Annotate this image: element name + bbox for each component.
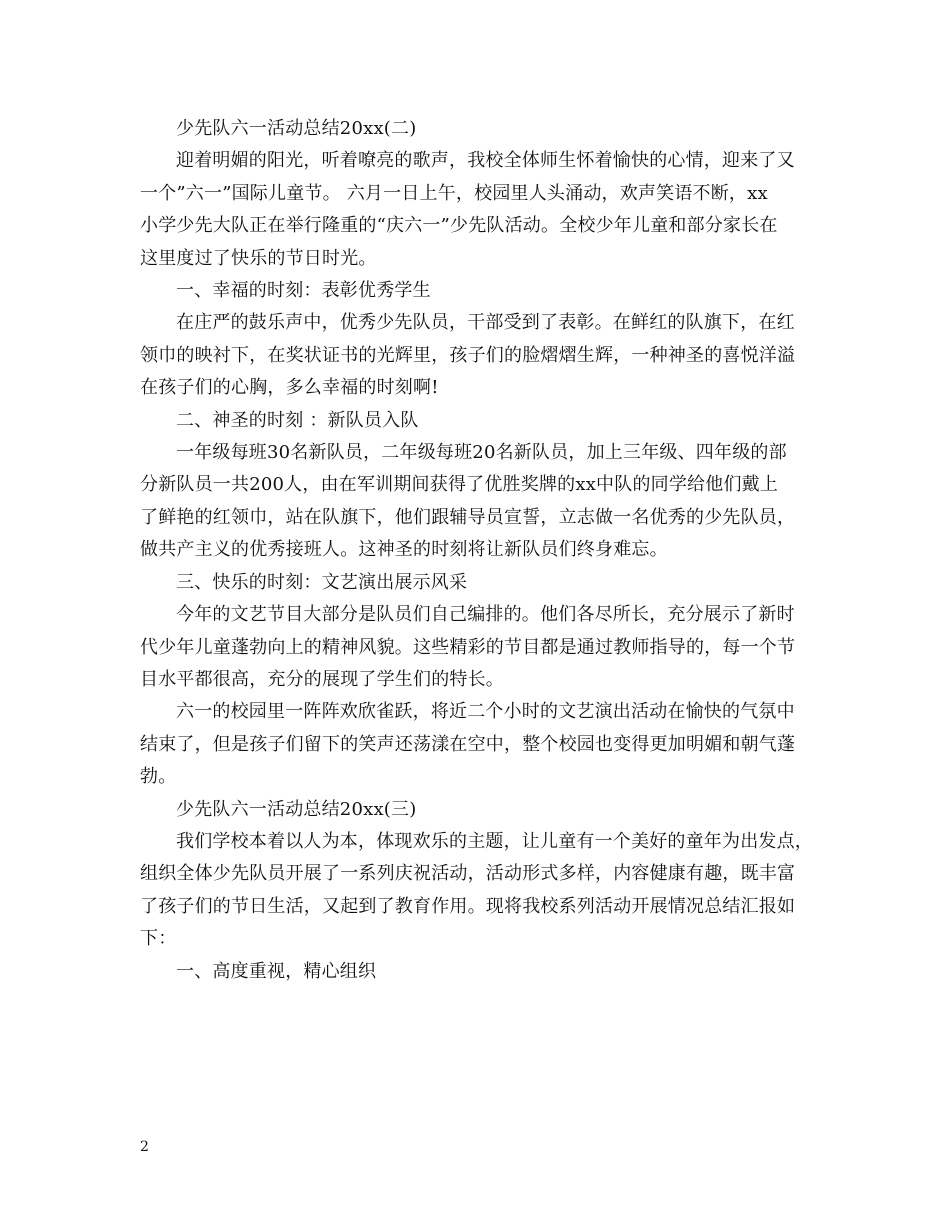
text-line: 了孩子们的节日生活，又起到了教育作用。现将我校系列活动开展情况总结汇报如 xyxy=(140,895,796,917)
section-heading: 二、神圣的时刻 ：新队员入队 xyxy=(176,409,419,431)
text-line: 迎着明媚的阳光，听着嘹亮的歌声，我校全体师生怀着愉快的心情，迎来了又 xyxy=(176,150,795,172)
section-heading: 三、快乐的时刻：文艺演出展示风采 xyxy=(176,571,468,593)
text-line: 勃。 xyxy=(140,766,177,788)
text-line: 一年级每班30名新队员，二年级每班20名新队员，加上三年级、四年级的部 xyxy=(176,442,787,464)
text-line: 我们学校本着以人为本，体现欢乐的主题，让儿童有一个美好的童年为出发点， xyxy=(176,830,813,852)
section-heading: 一、高度重视，精心组织 xyxy=(176,960,377,982)
text-line: 在孩子们的心胸，多么幸福的时刻啊! xyxy=(140,377,439,399)
text-line: 在庄严的鼓乐声中，优秀少先队员，干部受到了表彰。在鲜红的队旗下，在红 xyxy=(176,312,795,334)
text-line: 一个”六一”国际儿童节。 六月一日上午，校园里人头涌动，欢声笑语不断，xx xyxy=(140,182,768,204)
document-body xyxy=(140,113,813,988)
page-number: 2 xyxy=(140,1139,149,1155)
text-line: 小学少先大队正在举行隆重的“庆六一”少先队活动。全校少年儿童和部分家长在 xyxy=(140,215,778,237)
text-line: 这里度过了快乐的节日时光。 xyxy=(140,247,377,269)
text-line: 做共产主义的优秀接班人。这神圣的时刻将让新队员们终身难忘。 xyxy=(140,539,668,561)
text-line: 结束了，但是孩子们留下的笑声还荡漾在空中，整个校园也变得更加明媚和朝气蓬 xyxy=(140,733,796,755)
text-line: 目水平都很高，充分的展现了学生们的特长。 xyxy=(140,668,504,690)
heading-summary-2: 少先队六一活动总结20xx(二) xyxy=(176,118,417,139)
text-line: 下： xyxy=(140,928,177,950)
text-line: 分新队员一共200人，由在军训期间获得了优胜奖牌的xx中队的同学给他们戴上 xyxy=(140,474,779,496)
heading-summary-3: 少先队六一活动总结20xx(三) xyxy=(176,798,417,820)
text-line: 六一的校园里一阵阵欢欣雀跃，将近二个小时的文艺演出活动在愉快的气氛中 xyxy=(176,701,795,723)
text-line: 组织全体少先队员开展了一系列庆祝活动，活动形式多样，内容健康有趣，既丰富 xyxy=(140,863,796,885)
text-line: 了鲜艳的红领巾，站在队旗下，他们跟辅导员宣誓，立志做一名优秀的少先队员， xyxy=(140,506,796,528)
text-line: 今年的文艺节目大部分是队员们自己编排的。他们各尽所长，充分展示了新时 xyxy=(176,604,795,626)
text-line: 代少年儿童蓬勃向上的精神风貌。这些精彩的节目都是通过教师指导的，每一个节 xyxy=(140,636,796,658)
section-heading: 一、幸福的时刻：表彰优秀学生 xyxy=(176,280,431,302)
body-text xyxy=(140,113,813,988)
text-line: 领巾的映衬下，在奖状证书的光辉里，孩子们的脸熠熠生辉，一种神圣的喜悦洋溢 xyxy=(140,344,796,366)
